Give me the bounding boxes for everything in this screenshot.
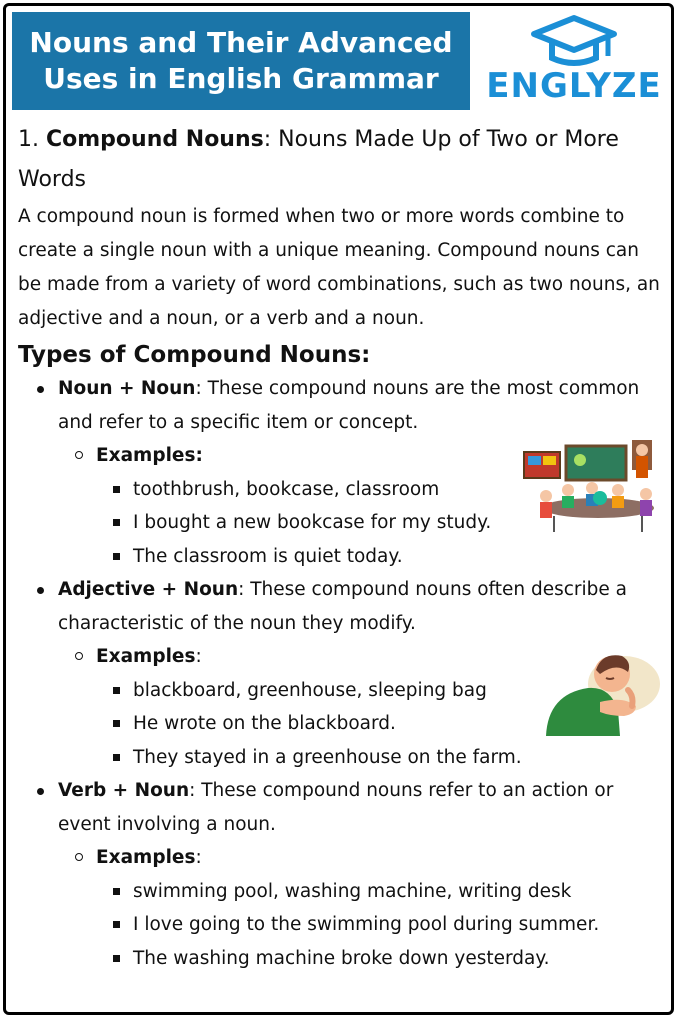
examples-label: Examples: [96, 847, 196, 868]
examples-colon: :: [195, 847, 202, 868]
example-line: toothbrush, bookcase, classroom: [96, 473, 666, 507]
sleeping-person-illustration: [540, 640, 664, 740]
example-line: I bought a new bookcase for my study.: [96, 506, 666, 540]
page-frame: [3, 3, 674, 1015]
example-line: The washing machine broke down yesterday.: [96, 942, 666, 976]
examples-label: Examples:: [96, 445, 203, 466]
examples-colon: :: [195, 646, 202, 667]
examples-item: [58, 841, 666, 975]
section-heading-rest: : Nouns Made Up of Two or More Words: [18, 127, 619, 192]
page-title: Nouns and Their Advanced Uses in English Grammar: [29, 26, 453, 95]
graduation-cap-icon: [476, 14, 672, 70]
example-line: blackboard, greenhouse, sleeping bag: [96, 674, 666, 708]
type-label: Verb + Noun: [58, 780, 190, 801]
type-label: Adjective + Noun: [58, 579, 239, 600]
type-desc: : These compound nouns are the most common and refer to a specific item or concept.: [58, 378, 640, 433]
section-heading: [18, 120, 666, 200]
example-line: He wrote on the blackboard.: [96, 707, 666, 741]
type-desc: : These compound nouns refer to an action or event involving a noun.: [58, 780, 614, 835]
classroom-illustration: [522, 438, 674, 538]
section-number: 1.: [18, 127, 39, 152]
example-line: The classroom is quiet today.: [96, 540, 666, 574]
type-label: Noun + Noun: [58, 378, 196, 399]
example-line: swimming pool, washing machine, writing desk: [96, 875, 666, 909]
logo-text: ENGLYZE: [486, 66, 662, 106]
type-desc: : These compound nouns often describe a characteristic of the noun they modify.: [58, 579, 627, 634]
example-line: They stayed in a greenhouse on the farm.: [96, 741, 666, 775]
type-item-verb-noun: [18, 774, 666, 975]
section-heading-bold: Compound Nouns: [46, 127, 264, 152]
example-line: I love going to the swimming pool during summer.: [96, 908, 666, 942]
types-heading: Types of Compound Nouns:: [18, 342, 371, 368]
title-banner: [12, 12, 470, 110]
englyze-logo: [476, 14, 672, 114]
intro-paragraph: A compound noun is formed when two or more words combine to create a single noun with a unique meaning. Compound nouns can be made from a variety of word combinations, such as two nouns, an adjective and a noun, or a verb and a noun.: [18, 206, 660, 329]
examples-label: Examples: [96, 646, 196, 667]
article-body: [18, 120, 666, 975]
